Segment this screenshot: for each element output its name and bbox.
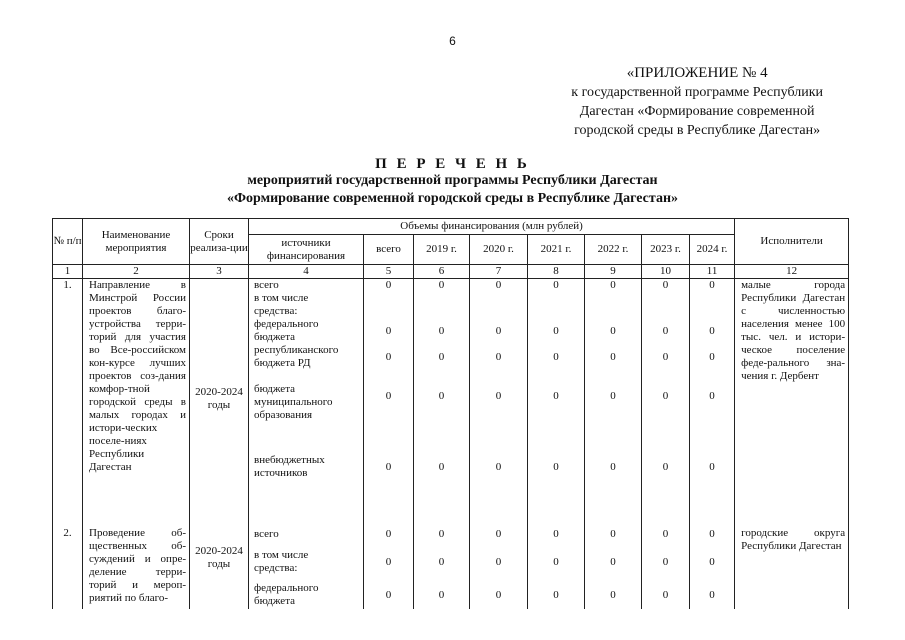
row-sources: [249, 279, 364, 519]
value: 0: [709, 325, 715, 337]
appendix-header: [571, 64, 823, 140]
col-number: 8: [528, 265, 585, 279]
value: 0: [553, 588, 559, 601]
value: 0: [495, 527, 502, 540]
value-col-2020: [470, 279, 528, 519]
header-2021: 2021 г.: [528, 235, 585, 265]
value: 0: [553, 461, 559, 473]
value: 0: [495, 588, 502, 601]
value: 0: [385, 555, 392, 568]
measures-table: [52, 218, 849, 609]
value-col-2024: [690, 279, 735, 519]
row-name: Проведение об-щественных об-суждений и опре-деление терри-торий и мероп-риятий по благо-: [83, 519, 190, 609]
header-total: всего: [364, 235, 414, 265]
value: 0: [438, 527, 445, 540]
value: 0: [662, 527, 669, 540]
table-row: [53, 279, 849, 519]
col-number: 6: [414, 265, 470, 279]
source-line: в том числе средства: федерального бюджета: [254, 292, 319, 343]
value: 0: [662, 351, 669, 363]
value: 0: [610, 351, 616, 363]
row-executor: городские округа Республики Дагестан: [735, 519, 849, 609]
appendix-line-2: к государственной программе Республики: [571, 85, 823, 100]
header-2024: 2024 г.: [690, 235, 735, 265]
row-term: 2020-2024 годы: [190, 519, 249, 609]
source-line: в том числе средства:: [254, 548, 309, 574]
value: 0: [385, 588, 392, 601]
value-col-2022: [585, 519, 642, 609]
row-sources: [249, 519, 364, 609]
header-funding: Объемы финансирования (млн рублей): [249, 219, 735, 235]
col-number: 9: [585, 265, 642, 279]
value: 0: [438, 588, 445, 601]
value-col-total: [364, 279, 414, 519]
value-col-total: [364, 519, 414, 609]
source-line: бюджета муниципального образования: [254, 383, 333, 421]
col-number: 5: [364, 265, 414, 279]
header-term: Сроки реализа-ции: [190, 219, 249, 265]
value: 0: [495, 279, 502, 291]
col-number: 4: [249, 265, 364, 279]
col-number: 7: [470, 265, 528, 279]
value: 0: [553, 527, 559, 540]
value: 0: [553, 325, 559, 337]
value: 0: [610, 279, 616, 291]
col-number: 2: [83, 265, 190, 279]
value-col-2019: [414, 279, 470, 519]
value-col-2023: [642, 519, 690, 609]
value: 0: [709, 555, 715, 568]
value: 0: [385, 461, 392, 473]
header-name: Наименование мероприятия: [83, 219, 190, 265]
value: 0: [610, 325, 616, 337]
value: 0: [438, 279, 445, 291]
col-number: 10: [642, 265, 690, 279]
value: 0: [662, 555, 669, 568]
value: 0: [610, 527, 616, 540]
value: 0: [495, 461, 502, 473]
appendix-line-4: городской среды в Республике Дагестан»: [574, 123, 821, 138]
value: 0: [709, 351, 715, 363]
col-number: 3: [190, 265, 249, 279]
document-title: П Е Р Е Ч Е Н Ь: [375, 156, 530, 172]
value-col-2021: [528, 279, 585, 519]
value: 0: [553, 279, 559, 291]
source-line: федерального бюджета: [254, 581, 319, 607]
header-num: № п/п: [53, 219, 83, 265]
value: 0: [385, 527, 392, 540]
document-subtitle-2: «Формирование современной городской среды в Республике Дагестан»: [226, 191, 679, 206]
value: 0: [495, 555, 502, 568]
value: 0: [662, 279, 669, 291]
source-line: всего: [254, 279, 279, 291]
row-term: 2020-2024 годы: [190, 279, 249, 519]
value-col-2021: [528, 519, 585, 609]
row-num: 2.: [53, 519, 83, 609]
value: 0: [385, 325, 392, 337]
source-line: всего: [254, 527, 279, 540]
value: 0: [709, 461, 715, 473]
header-sources: источники финансирования: [249, 235, 364, 265]
value-col-2022: [585, 279, 642, 519]
header-2019: 2019 г.: [414, 235, 470, 265]
header-2023: 2023 г.: [642, 235, 690, 265]
column-number-row: [53, 265, 849, 279]
value: 0: [709, 588, 715, 601]
value: 0: [553, 555, 559, 568]
value-col-2020: [470, 519, 528, 609]
value: 0: [662, 390, 669, 402]
value: 0: [610, 390, 616, 402]
value: 0: [709, 279, 715, 291]
value: 0: [385, 279, 392, 291]
value: 0: [553, 351, 559, 363]
source-line: внебюджетных источников: [254, 454, 325, 479]
page-number: 6: [449, 34, 456, 48]
value: 0: [438, 461, 445, 473]
header-2022: 2022 г.: [585, 235, 642, 265]
value: 0: [438, 555, 445, 568]
header-2020: 2020 г.: [470, 235, 528, 265]
value: 0: [495, 351, 502, 363]
value: 0: [495, 325, 502, 337]
row-num: 1.: [53, 279, 83, 519]
value: 0: [610, 461, 616, 473]
col-number: 11: [690, 265, 735, 279]
header-executor: Исполнители: [735, 219, 849, 265]
value: 0: [610, 555, 616, 568]
value-col-2023: [642, 279, 690, 519]
value: 0: [495, 390, 502, 402]
value: 0: [385, 351, 392, 363]
col-number: 12: [735, 265, 849, 279]
appendix-line-1: «ПРИЛОЖЕНИЕ № 4: [626, 65, 768, 81]
row-name: Направление в Минстрой России проектов благо-устройства терри-торий для участия во Все-российском кон-курсе лучших проектов соз-дания комфор-тной городской среды в малых городах и истори-ческих поселе-ниях Республики Дагестан: [83, 279, 190, 519]
value-col-2019: [414, 519, 470, 609]
col-number: 1: [53, 265, 83, 279]
source-line: республиканского бюджета РД: [254, 344, 339, 369]
value: 0: [553, 390, 559, 402]
value: 0: [438, 351, 445, 363]
value: 0: [385, 390, 392, 402]
appendix-line-3: Дагестан «Формирование современной: [579, 104, 815, 119]
row-executor: малые города Республики Дагестан с численностью населения менее 100 тыс. чел. и истори-ческое поселение феде-рального зна-чения г. Дербент: [735, 279, 849, 519]
value: 0: [662, 461, 669, 473]
value: 0: [662, 325, 669, 337]
value: 0: [610, 588, 616, 601]
value: 0: [438, 325, 445, 337]
document-subtitle-1: мероприятий государственной программы Республики Дагестан: [247, 173, 658, 188]
value-col-2024: [690, 519, 735, 609]
value: 0: [662, 588, 669, 601]
value: 0: [709, 390, 715, 402]
value: 0: [709, 527, 715, 540]
value: 0: [438, 390, 445, 402]
table-row: [53, 519, 849, 609]
